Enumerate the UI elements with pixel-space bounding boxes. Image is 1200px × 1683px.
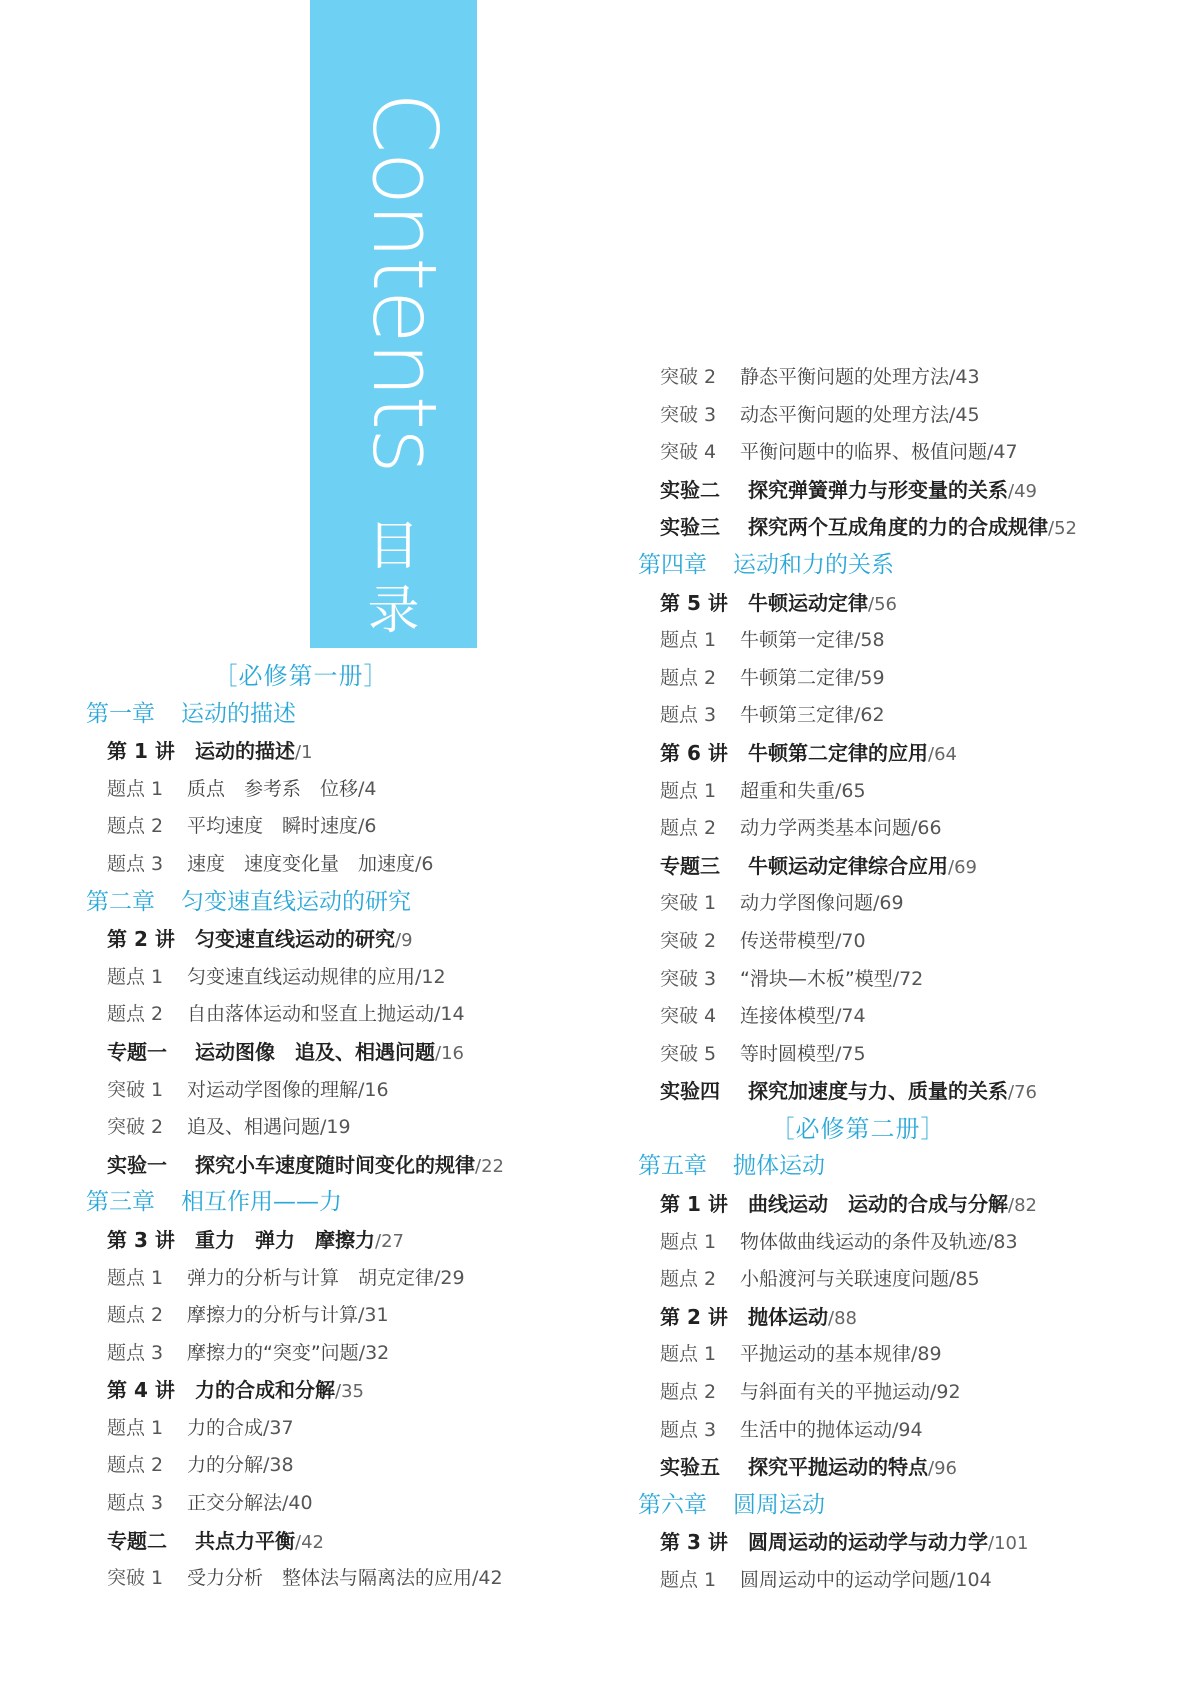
entry-label: 题点 1	[660, 779, 717, 802]
contents-heading-cn: 目录	[358, 518, 418, 646]
entry-label: 实验一	[107, 1152, 167, 1177]
entry-label: 题点 1	[660, 1569, 717, 1591]
entry-label: 突破 4	[660, 1005, 717, 1028]
entry-title: 力的合成和分解	[195, 1378, 335, 1403]
subsection-entry[interactable]	[86, 771, 606, 809]
entry-label: 第 2 讲	[107, 927, 175, 952]
entry-label: 第 1 讲	[107, 739, 175, 764]
entry-title: 力的合成	[187, 1416, 264, 1439]
entry-label: 突破 1	[660, 892, 717, 915]
entry-label: 第六章	[638, 1491, 707, 1518]
entry-label: 第 1 讲	[660, 1192, 728, 1217]
toc-left-column	[86, 658, 606, 1598]
entry-title: 抛体运动	[748, 1304, 828, 1329]
entry-label: 突破 2	[107, 1116, 164, 1139]
entry-title: 重力 弹力 摩擦力	[195, 1227, 375, 1252]
entry-title: 牛顿运动定律综合应用	[748, 853, 948, 878]
chapter-entry[interactable]	[86, 696, 606, 734]
entry-label: 第 5 讲	[660, 590, 728, 615]
entry-title: 超重和失重	[740, 779, 836, 802]
page-number: /6	[415, 852, 434, 875]
subsection-entry[interactable]	[638, 1036, 1198, 1074]
entry-title: 运动和力的关系	[733, 551, 894, 578]
subsection-entry[interactable]	[638, 1412, 1198, 1450]
chapter-entry[interactable]	[638, 1487, 1198, 1525]
entry-label: 第四章	[638, 551, 707, 578]
volume-heading: ［必修第一册］	[213, 662, 389, 690]
section-entry[interactable]	[86, 1034, 606, 1072]
entry-title: 牛顿运动定律	[748, 590, 868, 615]
subsection-entry[interactable]	[86, 1485, 606, 1523]
entry-label: 突破 3	[660, 403, 717, 426]
page-number: /96	[928, 1458, 957, 1480]
entry-label: 第 3 讲	[660, 1530, 728, 1555]
page-number: /76	[1008, 1082, 1037, 1104]
entry-label: 突破 1	[107, 1078, 164, 1101]
subsection-entry[interactable]	[638, 434, 1198, 472]
subsection-entry[interactable]	[638, 1336, 1198, 1374]
toc-right-column	[638, 359, 1198, 1600]
entry-label: 题点 1	[107, 1266, 164, 1289]
page-number: /59	[854, 666, 885, 689]
entry-title: 对运动学图像的理解	[187, 1078, 359, 1101]
entry-label: 题点 3	[107, 852, 164, 875]
page-number: /14	[434, 1003, 465, 1026]
entry-label: 题点 1	[660, 629, 717, 652]
page-number: /27	[375, 1230, 404, 1252]
subsection-entry[interactable]	[638, 697, 1198, 735]
contents-heading: Contents	[353, 92, 456, 472]
entry-title: 圆周运动中的运动学问题	[740, 1569, 950, 1591]
entry-title: 探究两个互成角度的力的合成规律	[748, 515, 1048, 540]
entry-label: 题点 1	[660, 1230, 717, 1253]
section-entry[interactable]	[638, 1299, 1198, 1337]
entry-title: 平均速度 瞬时速度	[187, 815, 359, 838]
subsection-entry[interactable]	[638, 885, 1198, 923]
entry-title: 匀变速直线运动的研究	[181, 888, 411, 915]
page-number: /40	[282, 1492, 313, 1515]
entry-label: 第 3 讲	[107, 1227, 175, 1252]
subsection-entry[interactable]	[638, 359, 1198, 397]
entry-title: 抛体运动	[733, 1153, 825, 1180]
entry-label: 实验五	[660, 1455, 720, 1480]
page-number: /64	[928, 743, 957, 765]
page-number: /16	[358, 1078, 389, 1101]
chapter-entry[interactable]	[638, 547, 1198, 585]
entry-label: 题点 3	[107, 1341, 164, 1364]
page-number: /19	[320, 1116, 351, 1139]
page-number: /88	[828, 1307, 857, 1329]
entry-title: 牛顿第二定律的应用	[748, 740, 928, 765]
entry-label: 题点 2	[660, 1381, 717, 1404]
entry-label: 第一章	[86, 700, 155, 727]
entry-title: 物体做曲线运动的条件及轨迹	[740, 1230, 988, 1253]
section-entry[interactable]	[638, 1449, 1198, 1487]
chapter-entry[interactable]	[638, 1148, 1198, 1186]
subsection-entry[interactable]	[638, 1224, 1198, 1262]
page-number: /6	[358, 815, 377, 838]
section-entry[interactable]	[86, 1372, 606, 1410]
page-number: /83	[987, 1230, 1018, 1253]
chapter-entry[interactable]	[86, 1184, 606, 1222]
entry-label: 题点 1	[107, 965, 164, 988]
entry-title: 传送带模型	[740, 929, 836, 952]
page-number: /16	[435, 1042, 464, 1064]
page-number: /52	[1048, 518, 1077, 540]
entry-label: 实验四	[660, 1079, 720, 1104]
subsection-entry[interactable]	[86, 959, 606, 997]
entry-title: 动态平衡问题的处理方法	[740, 403, 950, 426]
page-number: /85	[949, 1268, 980, 1291]
page-number: /82	[1008, 1195, 1037, 1217]
entry-label: 突破 1	[107, 1567, 164, 1590]
entry-title: 曲线运动 运动的合成与分解	[748, 1192, 1008, 1217]
entry-title: 小船渡河与关联速度问题	[740, 1268, 950, 1291]
entry-title: 平衡问题中的临界、极值问题	[740, 441, 988, 464]
entry-title: 运动图像 追及、相遇问题	[195, 1039, 435, 1064]
page-number: /32	[358, 1341, 390, 1364]
entry-label: 题点 3	[660, 1418, 717, 1441]
entry-label: 题点 2	[107, 815, 164, 838]
entry-title: 圆周运动	[733, 1491, 825, 1518]
entry-title: 连接体模型	[740, 1005, 836, 1028]
page-number: /74	[835, 1005, 866, 1028]
page-number: /1	[295, 742, 313, 764]
page-number: /101	[988, 1533, 1029, 1555]
entry-label: 专题一	[107, 1039, 167, 1064]
entry-label: 题点 2	[107, 1454, 164, 1477]
entry-title: 与斜面有关的平抛运动	[740, 1381, 931, 1404]
page-number: /49	[1008, 480, 1037, 502]
section-entry[interactable]	[638, 735, 1198, 773]
subsection-entry[interactable]	[86, 808, 606, 846]
page-number: /22	[475, 1155, 504, 1177]
entry-label: 题点 1	[107, 777, 164, 800]
section-entry[interactable]	[86, 1222, 606, 1260]
entry-title: 匀变速直线运动规律的应用	[187, 965, 416, 988]
entry-title: 动力学图像问题	[740, 892, 874, 915]
page-number: /56	[868, 593, 897, 615]
entry-label: 第 6 讲	[660, 740, 728, 765]
page-number: /58	[854, 629, 885, 652]
entry-label: 题点 2	[107, 1003, 164, 1026]
page-number: /35	[335, 1381, 364, 1403]
section-entry[interactable]	[86, 1523, 606, 1561]
entry-label: 题点 3	[660, 704, 717, 727]
subsection-entry[interactable]	[638, 998, 1198, 1036]
entry-title: 探究加速度与力、质量的关系	[748, 1079, 1008, 1104]
subsection-entry[interactable]	[86, 1410, 606, 1448]
subsection-entry[interactable]	[638, 1562, 1198, 1600]
entry-title: 动力学两类基本问题	[740, 817, 912, 840]
page-number: /29	[434, 1266, 465, 1289]
subsection-entry[interactable]	[638, 622, 1198, 660]
subsection-entry[interactable]	[86, 1297, 606, 1335]
entry-title: “滑块—木板”模型	[740, 967, 893, 990]
entry-title: 共点力平衡	[195, 1528, 295, 1553]
entry-label: 第 4 讲	[107, 1378, 175, 1403]
entry-title: 牛顿第二定律	[740, 666, 855, 689]
subsection-entry[interactable]	[638, 961, 1198, 999]
entry-title: 匀变速直线运动的研究	[195, 927, 395, 952]
subsection-entry[interactable]	[86, 1109, 606, 1147]
entry-label: 第三章	[86, 1189, 155, 1216]
page-number: /12	[415, 965, 446, 988]
subsection-entry[interactable]	[638, 1374, 1198, 1412]
entry-title: 运动的描述	[195, 739, 295, 764]
entry-label: 实验三	[660, 515, 720, 540]
page-number: /104	[949, 1569, 992, 1591]
section-entry[interactable]	[86, 733, 606, 771]
page-number: /45	[949, 403, 980, 426]
entry-label: 第五章	[638, 1153, 707, 1180]
subsection-entry[interactable]	[638, 1261, 1198, 1299]
entry-label: 题点 2	[660, 1268, 717, 1291]
entry-label: 专题二	[107, 1528, 167, 1553]
entry-title: 正交分解法	[187, 1492, 283, 1515]
entry-title: 探究小车速度随时间变化的规律	[195, 1152, 475, 1177]
subsection-entry[interactable]	[638, 660, 1198, 698]
entry-label: 突破 2	[660, 929, 717, 952]
entry-label: 题点 2	[660, 817, 717, 840]
entry-title: 平抛运动的基本规律	[740, 1343, 912, 1366]
entry-label: 第 2 讲	[660, 1304, 728, 1329]
subsection-entry[interactable]	[86, 1335, 606, 1373]
entry-label: 突破 5	[660, 1042, 717, 1065]
subsection-entry[interactable]	[86, 1072, 606, 1110]
section-entry[interactable]	[638, 472, 1198, 510]
subsection-entry[interactable]	[638, 397, 1198, 435]
subsection-entry[interactable]	[638, 773, 1198, 811]
subsection-entry[interactable]	[86, 996, 606, 1034]
section-entry[interactable]	[86, 921, 606, 959]
page-number: /72	[892, 967, 924, 990]
section-entry[interactable]	[638, 848, 1198, 886]
volume-heading: ［必修第二册］	[770, 1114, 946, 1143]
entry-title: 运动的描述	[181, 700, 296, 727]
entry-title: 探究弹簧弹力与形变量的关系	[748, 477, 1008, 502]
entry-title: 摩擦力的“突变”问题	[187, 1341, 359, 1364]
entry-label: 突破 3	[660, 967, 717, 990]
page-number: /42	[295, 1531, 324, 1553]
page-number: /31	[358, 1304, 389, 1327]
section-entry[interactable]	[638, 1073, 1198, 1111]
entry-label: 题点 1	[660, 1343, 717, 1366]
section-entry[interactable]	[638, 585, 1198, 623]
entry-label: 题点 2	[107, 1304, 164, 1327]
page-number: /65	[835, 779, 866, 802]
entry-label: 突破 4	[660, 441, 717, 464]
entry-label: 题点 1	[107, 1416, 164, 1439]
entry-title: 摩擦力的分析与计算	[187, 1304, 359, 1327]
entry-label: 第二章	[86, 888, 155, 915]
entry-title: 圆周运动的运动学与动力学	[748, 1530, 988, 1555]
page-number: /66	[911, 817, 942, 840]
section-entry[interactable]	[86, 1147, 606, 1185]
entry-title: 探究平抛运动的特点	[748, 1455, 928, 1480]
section-entry[interactable]	[638, 509, 1198, 547]
entry-title: 速度 速度变化量 加速度	[187, 852, 416, 875]
entry-label: 突破 2	[660, 366, 717, 388]
page-number: /62	[854, 704, 885, 727]
subsection-entry[interactable]	[86, 1560, 606, 1598]
subsection-entry[interactable]	[86, 1447, 606, 1485]
page-number: /94	[892, 1418, 923, 1441]
page-number: /43	[949, 366, 980, 388]
subsection-entry[interactable]	[86, 1260, 606, 1298]
page-number: /42	[472, 1567, 503, 1590]
page-number: /69	[948, 856, 977, 878]
subsection-entry[interactable]	[86, 846, 606, 884]
entry-label: 题点 3	[107, 1492, 164, 1515]
page-number: /75	[835, 1042, 866, 1065]
entry-title: 牛顿第一定律	[740, 629, 855, 652]
chapter-entry[interactable]	[86, 884, 606, 922]
page-number: /38	[263, 1454, 294, 1477]
page-number: /9	[395, 930, 413, 952]
entry-label: 实验二	[660, 477, 720, 502]
entry-title: 追及、相遇问题	[187, 1116, 321, 1139]
entry-title: 牛顿第三定律	[740, 704, 855, 727]
entry-title: 力的分解	[187, 1454, 264, 1477]
entry-title: 等时圆模型	[740, 1042, 836, 1065]
entry-title: 自由落体运动和竖直上抛运动	[187, 1003, 435, 1026]
page-number: /92	[930, 1381, 961, 1404]
page-number: /69	[873, 892, 904, 915]
section-entry[interactable]	[638, 1524, 1198, 1562]
entry-label: 专题三	[660, 853, 720, 878]
page-number: /89	[911, 1343, 942, 1366]
entry-title: 静态平衡问题的处理方法	[740, 366, 950, 388]
entry-title: 受力分析 整体法与隔离法的应用	[187, 1567, 473, 1590]
page-number: /37	[263, 1416, 294, 1439]
entry-title: 质点 参考系 位移	[187, 777, 359, 800]
page-number: /70	[835, 929, 866, 952]
page-number: /4	[358, 777, 377, 800]
section-entry[interactable]	[638, 1186, 1198, 1224]
entry-label: 题点 2	[660, 666, 717, 689]
entry-title: 相互作用——力	[181, 1189, 342, 1216]
subsection-entry[interactable]	[638, 810, 1198, 848]
page-number: /47	[987, 441, 1018, 464]
subsection-entry[interactable]	[638, 923, 1198, 961]
entry-title: 生活中的抛体运动	[740, 1418, 893, 1441]
entry-title: 弹力的分析与计算 胡克定律	[187, 1266, 435, 1289]
